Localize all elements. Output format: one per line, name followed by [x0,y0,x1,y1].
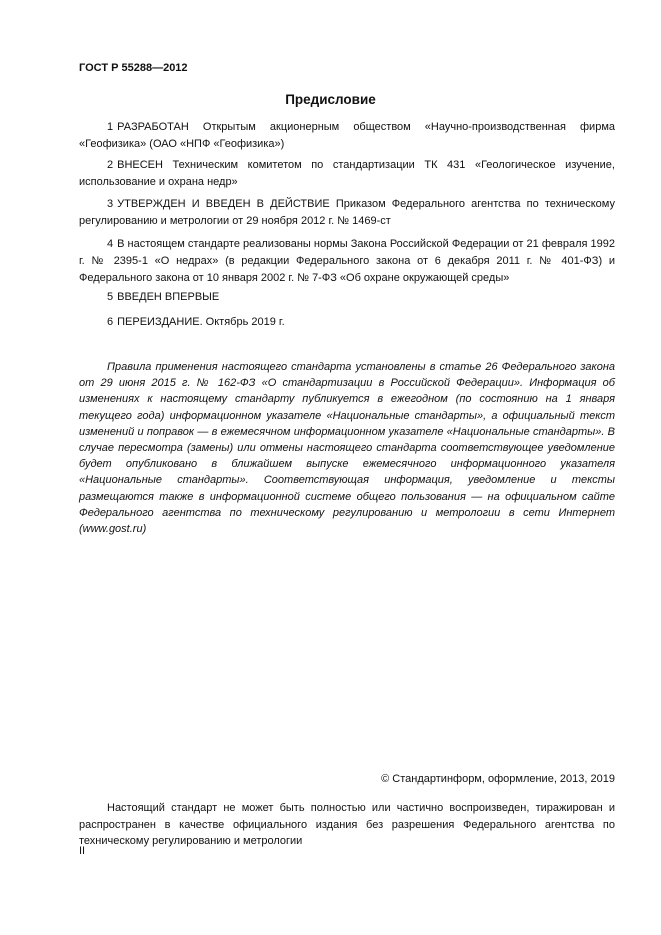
notice-text: Настоящий стандарт не может быть полностью или частично воспроизведен, тиражирован и распространен в качестве официального издания без разрешения Федерального агентства по техническому регулированию и метрологии [79,802,615,847]
item-number: 1 [107,121,114,133]
foreword-item-4 [79,236,615,287]
item-number: 4 [107,238,114,250]
application-rules-note [79,359,615,537]
item-text: ПЕРЕИЗДАНИЕ. Октябрь 2019 г. [117,316,285,328]
copyright: © Стандартинформ, оформление, 2013, 2019 [381,773,615,785]
page-number: II [79,845,86,857]
foreword-item-1 [79,119,615,153]
foreword-item-3 [79,196,615,230]
item-number: 6 [107,316,114,328]
item-number: 2 [107,159,114,171]
foreword-item-2 [79,157,615,191]
item-number: 3 [107,198,114,210]
note-text: Правила применения настоящего стандарта установлены в статье 26 Федерального закона от 29 июня 2015 г. № 162-ФЗ «О стандартизации в Российской Федерации». Информация об изменениях к настоящему стандарту публикуется в ежегодном (по состоянию на 1 января текущего года) информационном указателе «Национальные стандарты», а официальный текст изменений и поправок — в ежемесячном информационном указателе «Национальные стандарты». В случае пересмотра (замены) или отмены настоящего стандарта соответствующее уведомление будет опубликовано в ближайшем выпуске ежемесячного информационного указателя «Национальные стандарты». Соответствующая информация, уведомление и тексты размещаются также в информационной системе общего пользования — на официальном сайте Федерального агентства по техническому регулированию и метрологии в сети Интернет (www.gost.ru) [79,361,615,536]
item-text: РАЗРАБОТАН Открытым акционерным обществом «Научно-производственная фирма «Геофизика» (ОАО «НПФ «Геофизика») [79,121,615,150]
item-number: 5 [107,291,114,303]
page-title: Предисловие [285,92,376,107]
item-text: ВНЕСЕН Техническим комитетом по стандартизации ТК 431 «Геологическое изучение, использование и охрана недр» [79,159,615,188]
item-text: В настоящем стандарте реализованы нормы Закона Российской Федерации от 21 февраля 1992 г. № 2395-1 «О недрах» (в редакции Федерального закона от 6 декабря 2011 г. № 401-ФЗ) и Федерального закона от 10 января 2002 г. № 7-ФЗ «Об охране окружающей среды» [79,238,615,284]
item-text: УТВЕРЖДЕН И ВВЕДЕН В ДЕЙСТВИЕ Приказом Федерального агентства по техническому регулированию и метрологии от 29 ноября 2012 г. № 1469-ст [79,198,615,227]
reproduction-notice [79,800,615,850]
foreword-item-5 [79,289,615,306]
foreword-item-6 [79,314,615,331]
item-text: ВВЕДЕН ВПЕРВЫЕ [117,291,220,303]
standard-code: ГОСТ Р 55288—2012 [79,62,188,74]
